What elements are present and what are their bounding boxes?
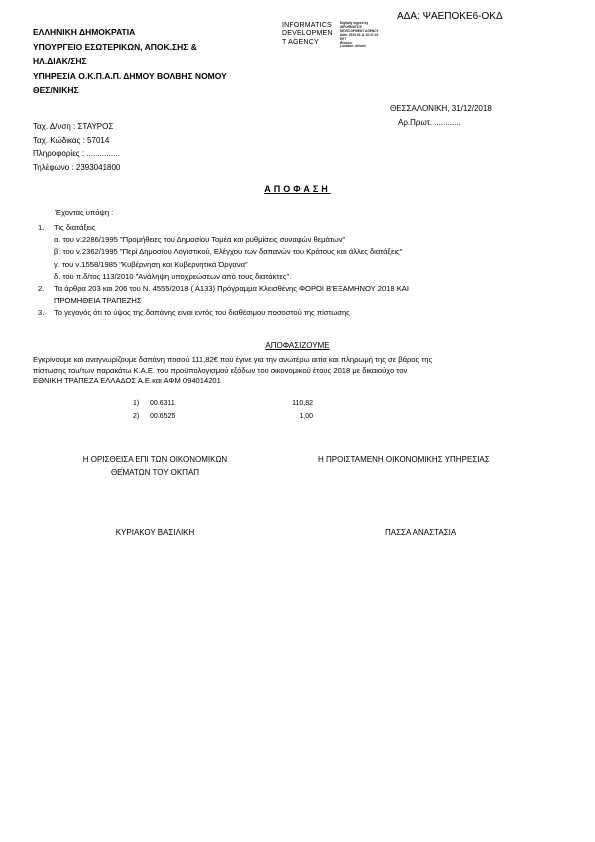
decision-heading: ΑΠΟΦΑΣΙΖΟΥΜΕ — [265, 341, 330, 350]
contact-details — [33, 120, 120, 174]
list-item: 2. Τα άρθρα 203 και 206 του Ν. 4555/2018 ( Α133) Πρόγραμμα Κλεισθένης ΦΟΡΟΙ Β'ΕΞΑΜΗΝΟΥ 2018 ΚΑΙ — [38, 284, 409, 294]
left-signatory-name: ΚΥΡΙΑΚΟΥ ΒΑΣΙΛΙΚΗ — [115, 528, 195, 537]
decision-line: Εγκρίνουμε και αναγνωρίζουμε δαπάνη ποσού 111,82€ που έγινε για την ανωτέρω αιτία και πληρωμή της σε βάρος της — [33, 355, 433, 364]
list-subitem: β. του ν.2362/1995 "Περί Δημοσίου Λογιστικού, Ελέγχου των δαπανών του Κράτους και άλλες διατάξεις" — [54, 247, 403, 257]
list-subitem: α. του ν.2286/1995 "Προμήθειες του Δημοσίου Τομέα και ρυθμίσεις συναφών θεμάτων" — [54, 235, 346, 245]
signer-name: INFORMATICS DEVELOPMEN T AGENCY — [282, 22, 333, 46]
list-item: 1. Τις διατάξεις — [38, 223, 96, 232]
budget-code: 00.6311 — [150, 400, 175, 407]
issuer-line: ΘΕΣ/ΝΙΚΗΣ — [33, 85, 79, 95]
considerations-list — [38, 222, 409, 320]
contact-line: Ταχ. Δ/νση : ΣΤΑΥΡΟΣ — [33, 122, 114, 131]
protocol-number: Αρ.Πρωτ. ............ — [398, 118, 461, 127]
considering-label: Έχοντας υπόψη : — [55, 208, 114, 217]
budget-amount: 1,00 — [299, 412, 313, 420]
right-signatory-title: Η ΠΡΟΙΣΤΑΜΕΝΗ ΟΙΚΟΝΟΜΙΚΗΣ ΥΠΗΡΕΣΙΑΣ — [318, 455, 490, 464]
digital-signature-stamp: Digitally signed by INFORMATICS DEVELOPMENT AGENCY Date: 2019.01.11 10:37:22 EET Reason: Location: Athens — [340, 21, 379, 49]
contact-line: Πληροφορίες : ............... — [33, 149, 120, 158]
issuer-line: ΥΠΟΥΡΓΕΙΟ ΕΣΩΤΕΡΙΚΩΝ, ΑΠΟΚ.ΣΗΣ & — [33, 41, 197, 52]
list-subitem: δ. του π.δ/τος 113/2010 "Ανάληψη υποχρεώσεων από τους διατάκτες". — [54, 271, 292, 281]
contact-line: Ταχ. Κώδικας : 57014 — [33, 135, 110, 145]
decision-line: πίστωσης του/των παρακάτω Κ.Α.Ε. του προϋπολογισμού εξόδων του οικονομικού έτους 2018 με δικαιούχο τον — [33, 365, 408, 375]
budget-lines — [133, 398, 313, 424]
issuer-header — [33, 25, 227, 98]
issuer-line: ΥΠΗΡΕΣΙΑ Ο.Κ.Π.Α.Π. ΔΗΜΟΥ ΒΟΛΒΗΣ ΝΟΜΟΥ — [33, 70, 227, 81]
issuer-line: ΕΛΛΗΝΙΚΗ ΔΗΜΟΚΡΑΤΙΑ — [33, 27, 136, 37]
list-item-continuation: ΠΡΟΜΗΘΕΙΑ ΤΡΑΠΕΖΗΣ — [54, 296, 142, 306]
list-subitem: γ. του ν.1558/1985 "Κυβέρνηση και Κυβερνητικά Όργανα" — [54, 259, 248, 269]
decision-text — [33, 355, 563, 387]
budget-row: 2) 00.6525 1,00 — [133, 411, 313, 424]
document-title: ΑΠΟΦΑΣΗ — [264, 184, 331, 194]
budget-row: 1) 00.6311 110,82 — [133, 398, 313, 411]
decision-line: ΕΘΝΙΚΗ ΤΡΑΠΕΖΑ ΕΛΛΑΔΟΣ Α.Ε.και ΑΦΜ 094014201 — [33, 376, 221, 386]
ada-code: ΑΔΑ: ΨΑΕΠΟΚΕ6-ΟΚΔ — [397, 11, 503, 22]
list-item: 3. Το γεγονός ότι το ύψος της δαπάνης είναι εντός του διαθέσιμου ποσοστού της πίστωσης — [38, 308, 350, 318]
contact-line: Τηλέφωνο : 2393041800 — [33, 162, 121, 172]
issuer-line: ΗΛ.ΔΙΑΚ/ΣΗΣ — [33, 56, 87, 66]
budget-code: 00.6525 — [150, 412, 176, 420]
place-date: ΘΕΣΣΑΛΟΝΙΚΗ, 31/12/2018 — [390, 104, 492, 113]
budget-amount: 110,82 — [292, 400, 313, 407]
right-signatory-name: ΠΑΣΣΑ ΑΝΑΣΤΑΣΙΑ — [385, 528, 457, 537]
left-signatory-title: Η ΟΡΙΣΘΕΙΣΑ ΕΠΙ ΤΩΝ ΟΙΚΟΝΟΜΙΚΩΝ ΘΕΜΑΤΩΝ ΤΟΥ ΟΚΠΑΠ — [82, 455, 228, 477]
